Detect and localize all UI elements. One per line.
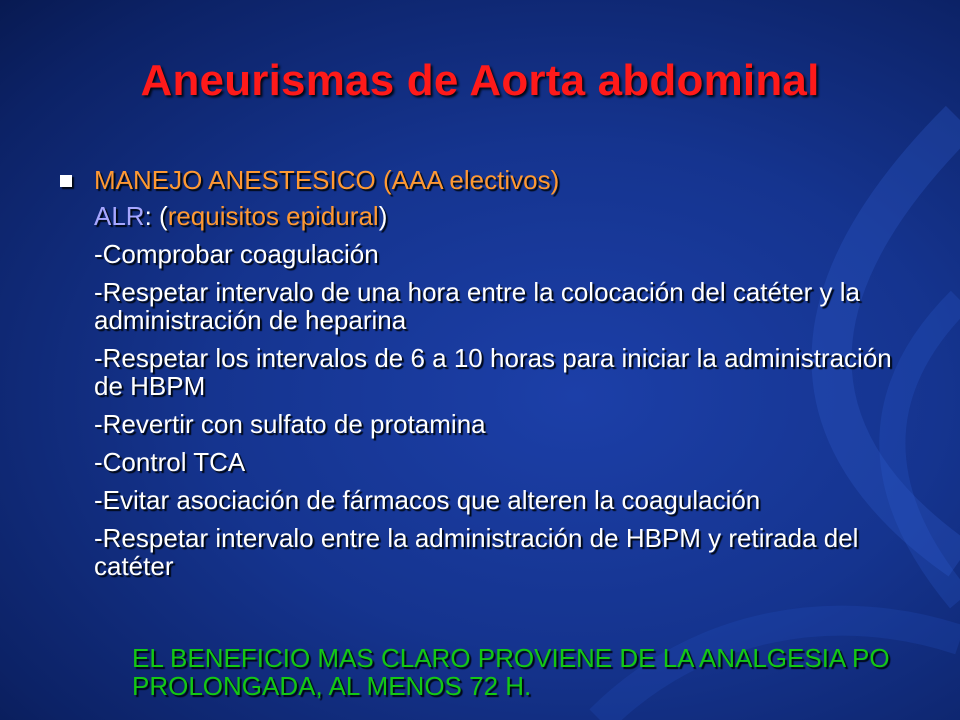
alr-detail: requisitos epidural bbox=[167, 201, 379, 231]
alr-colon: : ( bbox=[144, 201, 168, 231]
slide-content bbox=[60, 166, 910, 580]
list-item: -Comprobar coagulación bbox=[94, 239, 379, 269]
alr-label: ALR bbox=[94, 201, 145, 231]
alr-line bbox=[94, 202, 910, 230]
alr-close: ) bbox=[378, 201, 388, 231]
list-item: -Respetar intervalo de una hora entre la colocación del catéter y la administración de heparina bbox=[94, 277, 860, 335]
list-item: -Evitar asociación de fármacos que alteren la coagulación bbox=[94, 485, 761, 515]
bullet-item bbox=[60, 166, 910, 194]
slide-title: Aneurismas de Aorta abdominal bbox=[140, 56, 820, 105]
conclusion-text: EL BENEFICIO MAS CLARO PROVIENE DE LA ANALGESIA PO PROLONGADA, AL MENOS 72 H. bbox=[132, 643, 890, 701]
list-item: -Respetar intervalo entre la administración de HBPM y retirada del catéter bbox=[94, 523, 859, 581]
list-item: -Control TCA bbox=[94, 447, 246, 477]
list-item: -Respetar los intervalos de 6 a 10 horas para iniciar la administración de HBPM bbox=[94, 343, 892, 401]
bullet-heading: MANEJO ANESTESICO (AAA electivos) bbox=[94, 165, 560, 195]
square-bullet-icon bbox=[60, 175, 72, 187]
list-item: -Revertir con sulfato de protamina bbox=[94, 409, 486, 439]
